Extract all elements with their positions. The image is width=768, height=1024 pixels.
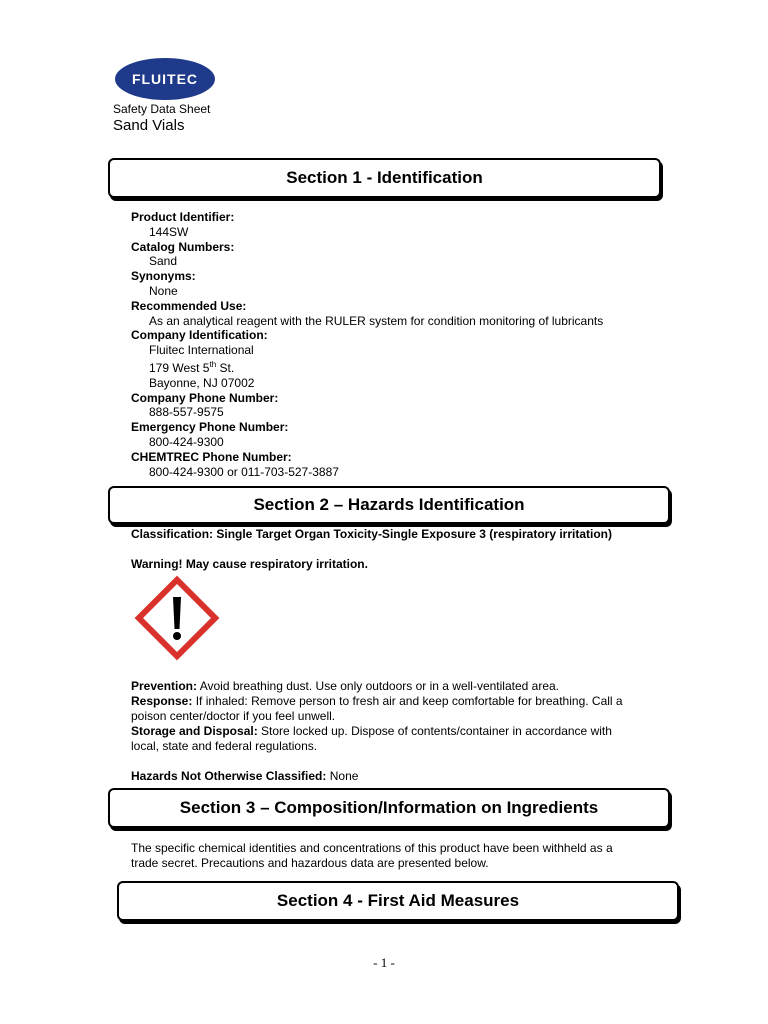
product-name: Sand Vials	[113, 117, 185, 134]
fluitec-logo	[114, 57, 216, 101]
prevention-line	[131, 679, 559, 694]
emergency-phone-label: Emergency Phone Number:	[131, 420, 289, 435]
prevention-text: Avoid breathing dust. Use only outdoors or in a well-ventilated area.	[197, 679, 560, 693]
response-text-1: If inhaled: Remove person to fresh air and keep comfortable for breathing. Call a	[192, 694, 623, 708]
section-2-header: Section 2 – Hazards Identification	[108, 486, 670, 524]
exclamation-mark-pictogram-icon	[132, 573, 222, 663]
section-3-header: Section 3 – Composition/Information on Ingredients	[108, 788, 670, 828]
address-suffix: St.	[216, 360, 235, 375]
page-number: - 1 -	[373, 955, 395, 970]
recommended-use-label: Recommended Use:	[131, 298, 247, 313]
company-identification-label: Company Identification:	[131, 328, 268, 343]
product-identifier-value: 144SW	[149, 224, 189, 239]
section-1-header: Section 1 - Identification	[108, 158, 661, 198]
synonyms-label: Synonyms:	[131, 269, 196, 284]
response-line-2: poison center/doctor if you feel unwell.	[131, 709, 336, 723]
company-name: Fluitec International	[149, 343, 254, 358]
address-street: 179 West 5	[149, 360, 210, 375]
composition-line-2: trade secret. Precautions and hazardous data are presented below.	[131, 856, 489, 870]
company-phone-value: 888-557-9575	[149, 405, 224, 420]
document-type: Safety Data Sheet	[113, 102, 211, 116]
address-ordinal: th	[209, 359, 217, 369]
prevention-label: Prevention:	[131, 679, 198, 693]
company-phone-label: Company Phone Number:	[131, 390, 279, 405]
emergency-phone-value: 800-424-9300	[149, 434, 224, 449]
storage-label: Storage and Disposal:	[131, 724, 258, 738]
hnoc-label: Hazards Not Otherwise Classified:	[131, 769, 327, 783]
response-line-1	[131, 694, 623, 709]
recommended-use-value: As an analytical reagent with the RULER system for condition monitoring of lubricants	[149, 313, 604, 328]
product-identifier-label: Product Identifier:	[131, 210, 235, 224]
storage-text-1: Store locked up. Dispose of contents/container in accordance with	[257, 724, 612, 738]
identification-fields	[131, 210, 603, 479]
chemtrec-phone-label: CHEMTREC Phone Number:	[131, 449, 292, 464]
synonyms-value: None	[149, 283, 178, 298]
storage-line-2: local, state and federal regulations.	[131, 739, 318, 753]
catalog-numbers-value: Sand	[149, 254, 178, 269]
company-address-line2: Bayonne, NJ 07002	[149, 375, 255, 390]
hnoc-line	[131, 769, 358, 784]
catalog-numbers-label: Catalog Numbers:	[131, 239, 235, 254]
hnoc-text: None	[326, 769, 359, 783]
composition-line-1: The specific chemical identities and concentrations of this product have been withheld as a	[131, 841, 613, 855]
classification-text: Classification: Single Target Organ Toxicity-Single Exposure 3 (respiratory irritation)	[131, 527, 612, 541]
company-address-line1	[131, 358, 603, 376]
chemtrec-phone-value: 800-424-9300 or 011-703-527-3887	[149, 464, 339, 479]
warning-text: Warning! May cause respiratory irritation.	[131, 557, 368, 571]
storage-line-1	[131, 724, 612, 739]
logo-text: FLUITEC	[131, 71, 199, 87]
section-4-header: Section 4 - First Aid Measures	[117, 881, 679, 921]
response-label: Response:	[131, 694, 193, 708]
